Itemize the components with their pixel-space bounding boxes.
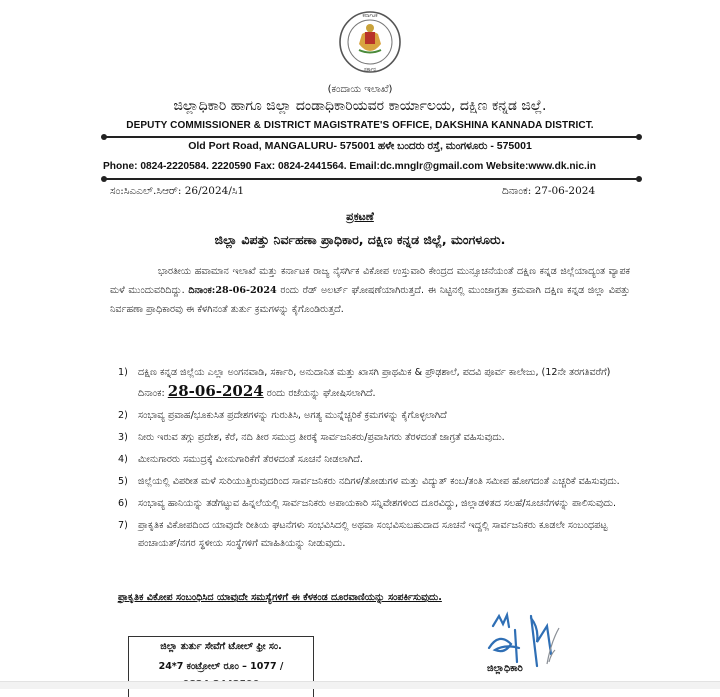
office-name-kannada: ಜಿಲ್ಲಾಧಿಕಾರಿ ಹಾಗೂ ಜಿಲ್ಲಾ ದಂಡಾಧಿಕಾರಿಯವರ ಕಾರ್ಯಾಲಯ, ದಕ್ಷಿಣ ಕನ್ನಡ ಜಿಲ್ಲೆ. [173, 98, 547, 114]
item-text: ಮೀನುಗಾರರು ಸಮುದ್ರಕ್ಕೆ ಮೀನುಗಾರಿಕೆಗೆ ತೆರಳದಂತೆ ಸೂಚನೆ ನೀಡಲಾಗಿದೆ. [138, 454, 363, 465]
list-item [118, 495, 628, 513]
intro-text-1: ಭಾರತೀಯ ಹವಾಮಾನ ಇಲಾಖೆ ಮತ್ತು ಕರ್ನಾಟಕ ರಾಜ್ಯ ನೈಸರ್ಗಿಕ ವಿಕೋಪ ಉಸ್ತುವಾರಿ ಕೇಂದ್ರದ ಮುನ್ಸೂಚನೆಯಂತೆ ದಕ್ಷಿಣ ಕನ್ನಡ ಜಿಲ್ಲೆಯಾದ್ಯಂತ ವ್ಯಾಪಕ ಮಳೆ ಮುಂದುವರಿದಿದ್ದು. [110, 266, 630, 296]
item-number: 7) [118, 520, 128, 531]
holiday-date: 28-06-2024 [167, 382, 264, 400]
item-number: 2) [118, 410, 128, 421]
list-item [118, 364, 628, 403]
item-number: 5) [118, 476, 128, 487]
signatory-title: ಜಿಲ್ಲಾಧಿಕಾರಿ [487, 663, 523, 674]
list-item [118, 429, 628, 447]
item-number: 6) [118, 498, 128, 509]
notice-title: ಪ್ರಕಟಣೆ [346, 210, 374, 223]
item-text: ಸಂಭಾವ್ಯ ಪ್ರವಾಹ/ಭೂಕುಸಿತ ಪ್ರದೇಶಗಳನ್ನು ಗುರುತಿಸಿ, ಅಗತ್ಯ ಮುನ್ನೆಚ್ಚರಿಕೆ ಕ್ರಮಗಳನ್ನು ಕೈಗೊಳ್ಳಲಾಗಿದೆ [138, 410, 447, 421]
helpline-title: ಜಿಲ್ಲಾ ತುರ್ತು ಸೇವೆಗೆ ಟೋಲ್ ಫ್ರೀ ಸಂ. [160, 641, 282, 652]
intro-text-2: ರಂದು ರೆಡ್ ಅಲರ್ಟ್ ಘೋಷಣೆಯಾಗಿರುತ್ತದೆ. ಈ ನಿಟ್ಟಿನಲ್ಲಿ ಮುಂಜಾಗ್ರತಾ ಕ್ರಮವಾಗಿ ದಕ್ಷಿಣ ಕನ್ನಡ ಜಿಲ್ಲಾ ವಿಪತ್ತು ನಿರ್ವಹಣಾ ಪ್ರಾಧಿಕಾರವು ಈ ಕೆಳಗಿನಂತೆ ತುರ್ತು ಕ್ರಮಗಳನ್ನು ಕೈಗೊಂಡಿರುತ್ತದೆ. [110, 285, 630, 315]
intro-date: ದಿನಾಂಕ:28-06-2024 [188, 285, 277, 296]
action-list [118, 364, 628, 557]
department-name: (ಕಂದಾಯ ಇಲಾಖೆ) [327, 84, 393, 95]
item-text: ಸಂಭಾವ್ಯ ಹಾನಿಯನ್ನು ತಡೆಗಟ್ಟುವ ಹಿನ್ನಲೆಯಲ್ಲಿ ಸಾರ್ವಜನಿಕರು ಅಪಾಯಕಾರಿ ಸನ್ನಿವೇಶಗಳಿಂದ ದೂರವಿದ್ದು, ಜಿಲ್ಲಾಡಳಿತದ ಸಲಹೆ/ಸೂಚನೆಗಳನ್ನು ಪಾಲಿಸುವುದು. [138, 498, 617, 509]
list-item [118, 473, 628, 491]
office-address: Old Port Road, MANGALURU- 575001 ಹಳೇ ಬಂದರು ರಸ್ತೆ, ಮಂಗಳೂರು - 575001 [188, 140, 532, 152]
header-divider-bottom [104, 178, 639, 180]
notice-subject: ಜಿಲ್ಲಾ ವಿಪತ್ತು ನಿರ್ವಹಣಾ ಪ್ರಾಧಿಕಾರ, ದಕ್ಷಿಣ ಕನ್ನಡ ಜಿಲ್ಲೆ, ಮಂಗಳೂರು. [214, 232, 506, 247]
item-text: ಜಿಲ್ಲೆಯಲ್ಲಿ ವಿಪರೀತ ಮಳೆ ಸುರಿಯುತ್ತಿರುವುದರಿಂದ ಸಾರ್ವಜನಿಕರು ನದಿಗಳ/ತೋಡುಗಳ ಮತ್ತು ವಿದ್ಯುತ್ ಕಂಬ/ತಂತಿ ಸಮೀಪ ಹೋಗದಂತೆ ಎಚ್ಚರಿಕೆ ವಹಿಸುವುದು. [138, 476, 620, 487]
item-number: 4) [118, 454, 128, 465]
seal-bottom-text: ಸರ್ಕಾರ [364, 67, 376, 73]
office-name-english: DEPUTY COMMISSIONER & DISTRICT MAGISTRATE'S OFFICE, DAKSHINA KANNADA DISTRICT. [126, 120, 594, 131]
list-item [118, 407, 628, 425]
closing-instruction: ಪ್ರಾಕೃತಿಕ ವಿಕೋಪ ಸಂಬಂಧಿಸಿದ ಯಾವುದೇ ಸಮಸ್ಯೆಗಳಿಗೆ ಈ ಕೆಳಕಂಡ ದೂರವಾಣಿಯನ್ನು ಸಂಪರ್ಕಿಸುವುದು. [118, 592, 442, 603]
header-divider-top [104, 136, 639, 138]
item-number: 3) [118, 432, 128, 443]
list-item [118, 517, 628, 553]
item-text: ನೀರು ಇರುವ ತಗ್ಗು ಪ್ರದೇಶ, ಕೆರೆ, ನದಿ ತೀರ ಸಮುದ್ರ ತೀರಕ್ಕೆ ಸಾರ್ವಜನಿಕರು/ಪ್ರವಾಸಿಗರು ತೆರಳದಂತೆ ಜಾಗ್ರತೆ ವಹಿಸುವುದು. [138, 432, 505, 443]
intro-paragraph [110, 262, 630, 319]
reference-number: ಸಂ:ಸಿಎಎಲ್.ಸಿಆರ್: 26/2024/ಸಿ1 [110, 185, 245, 197]
office-contact: Phone: 0824-2220584. 2220590 Fax: 0824-2441564. Email:dc.mnglr@gmail.com Website:www.dk.nic.in [103, 161, 596, 172]
karnataka-government-seal [337, 4, 403, 82]
helpline-control-room: 24*7 ಕಂಟ್ರೋಲ್ ರೂಂ – 1077 / [158, 661, 284, 672]
issue-date: ದಿನಾಂಕ: 27-06-2024 [502, 185, 596, 197]
seal-top-text: ಕರ್ನಾಟಕ [362, 13, 378, 19]
item-text-after: ರಂದು ರಜೆಯನ್ನು ಘೋಷಿಸಲಾಗಿದೆ. [263, 388, 376, 399]
item-text: ದಕ್ಷಿಣ ಕನ್ನಡ ಜಿಲ್ಲೆಯ ಎಲ್ಲಾ ಅಂಗನವಾಡಿ, ಸರ್ಕಾರಿ, ಅನುದಾನಿತ ಮತ್ತು ಖಾಸಗಿ ಪ್ರಾಥಮಿಕ & ಪ್ರೌಢಶಾಲೆ, ಪದವಿ ಪೂರ್ವ ಕಾಲೇಜು, (12ನೇ ತರಗತಿವರೆಗೆ) ದಿನಾಂಕ: [138, 367, 611, 399]
item-number: 1) [118, 367, 128, 378]
list-item [118, 451, 628, 469]
item-text: ಪ್ರಾಕೃತಿಕ ವಿಕೋಪದಿಂದ ಯಾವುದೇ ರೀತಿಯ ಘಟನೆಗಳು ಸಂಭವಿಸಿದಲ್ಲಿ ಅಥವಾ ಸಂಭವಿಸುಬಹುದಾದ ಸೂಚನೆ ಇದ್ದಲ್ಲಿ ಸಾರ್ವಜನಿಕರು ಕೂಡಲೇ ಸಂಬಂಧಪಟ್ಟ ಪಂಚಾಯತ್/ನಗರ ಸ್ಥಳೀಯ ಸಂಸ್ಥೆಗಳಿಗೆ ಮಾಹಿತಿಯನ್ನು ನೀಡುವುದು. [138, 520, 608, 549]
